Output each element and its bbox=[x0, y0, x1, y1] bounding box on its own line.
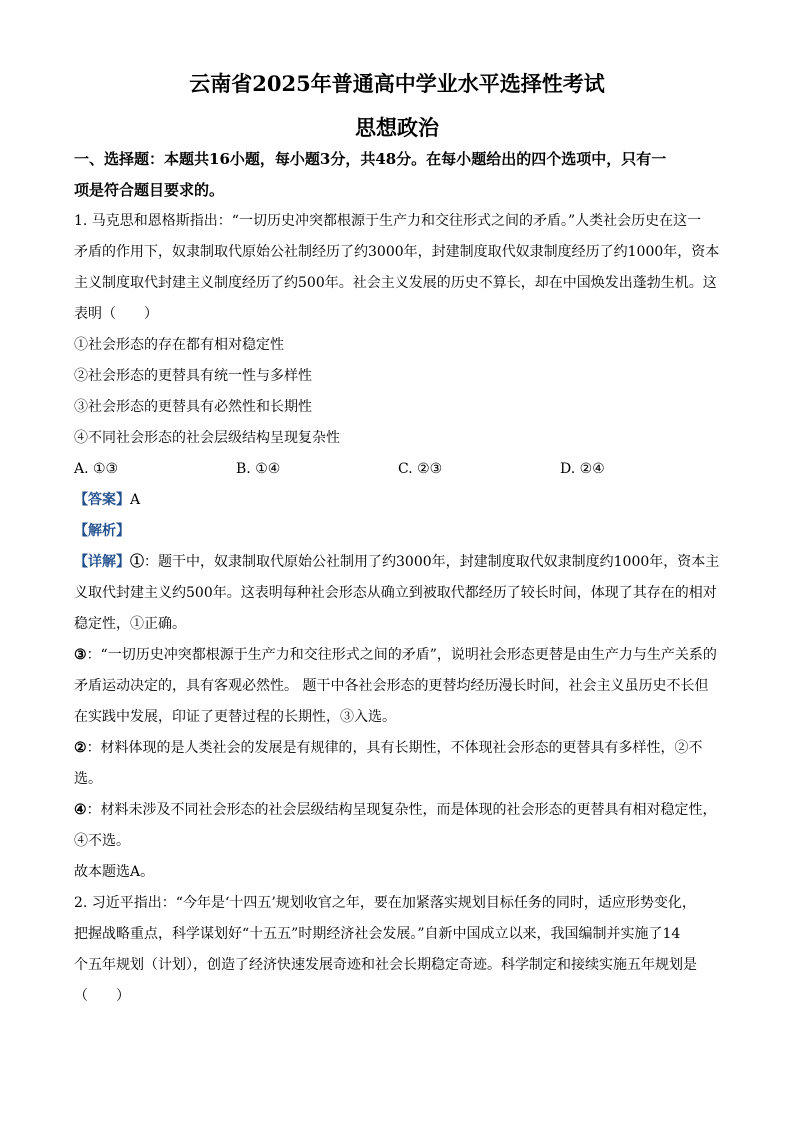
q1-point2 bbox=[74, 733, 724, 764]
q1-detail-line bbox=[74, 547, 724, 578]
q1-option-a[interactable]: A. ①③ bbox=[74, 461, 119, 477]
q1-point3-line: 矛盾运动决定的，具有客观必然性。 题干中各社会形态的更替均经历漫长时间，社会主义虽历史不长但 bbox=[74, 678, 709, 694]
section-heading-cont: 项是符合题目要求的。 bbox=[74, 181, 225, 199]
answer-tag: 【答案】 bbox=[74, 492, 130, 508]
q2-stem-line: （ ） bbox=[74, 988, 130, 1004]
q2-stem-line: 2. 习近平指出：“今年是‘十四五’规划收官之年，要在加紧落实规划目标任务的同时，适应形势变化， bbox=[74, 895, 696, 911]
point3-text: ：“一切历史冲突都根源于生产力和交往形式之间的矛盾”，说明社会形态更替是由生产力与生产关系的 bbox=[86, 647, 717, 663]
q1-stem-line: 矛盾的作用下，奴隶制取代原始公社制经历了约3000年，封建制度取代奴隶制度经历了约1000年，资本 bbox=[74, 244, 720, 260]
q1-stem-line: 主义制度取代封建主义制度经历了约500年。社会主义发展的历史不算长，却在中国焕发出蓬勃生机。这 bbox=[74, 275, 717, 291]
q1-option-c[interactable]: C. ②③ bbox=[398, 461, 443, 477]
detail-text: ：题干中，奴隶制取代原始公社制用了约3000年，封建制度取代奴隶制度约1000年，资本主 bbox=[144, 554, 720, 570]
q1-item: ②社会形态的更替具有统一性与多样性 bbox=[74, 368, 312, 384]
q1-item: ③社会形态的更替具有必然性和长期性 bbox=[74, 399, 312, 415]
q1-analysis bbox=[74, 516, 724, 547]
exam-subject: 思想政治 bbox=[355, 115, 439, 140]
exam-title: 云南省2025年普通高中学业水平选择性考试 bbox=[189, 71, 605, 96]
q1-detail-line: 稳定性，①正确。 bbox=[74, 616, 186, 632]
q1-detail-line: 义取代封建主义约500年。这表明每种社会形态从确立到被取代都经历了较长时间，体现了其存在的相对 bbox=[74, 585, 717, 601]
detail-tag: 【详解】 bbox=[74, 554, 130, 570]
q1-stem-line: 1. 马克思和恩格斯指出：“一切历史冲突都根源于生产力和交往形式之间的矛盾。”人类社会历史在这一 bbox=[74, 213, 702, 229]
point3-mark: ③ bbox=[74, 647, 87, 663]
detail-mark: ① bbox=[130, 554, 144, 570]
q2-stem-line: 把握战略重点，科学谋划好“十五五”时期经济社会发展。”自新中国成立以来，我国编制并实施了14 bbox=[74, 926, 681, 942]
q1-option-d[interactable]: D. ②④ bbox=[560, 461, 605, 477]
q1-option-b[interactable]: B. ①④ bbox=[236, 461, 281, 477]
analysis-tag: 【解析】 bbox=[74, 523, 130, 539]
document-body bbox=[74, 144, 724, 1012]
q1-point4-line: ④不选。 bbox=[74, 833, 130, 849]
q1-point3-line: 在实践中发展，印证了更替过程的长期性，③入选。 bbox=[74, 709, 396, 725]
q1-item: ①社会形态的存在都有相对稳定性 bbox=[74, 337, 284, 353]
q1-item: ④不同社会形态的社会层级结构呈现复杂性 bbox=[74, 430, 340, 446]
point2-text: ：材料体现的是人类社会的发展是有规律的，具有长期性，不体现社会形态的更替具有多样性，②不 bbox=[86, 740, 703, 756]
section-heading: 一、选择题：本题共16小题，每小题3分，共48分。在每小题给出的四个选项中，只有一 bbox=[74, 150, 667, 168]
q1-point4 bbox=[74, 795, 724, 826]
q1-point3 bbox=[74, 640, 724, 671]
q2-stem-line: 个五年规划（计划），创造了经济快速发展奇迹和社会长期稳定奇迹。科学制定和接续实施五年规划是 bbox=[74, 957, 697, 973]
point2-mark: ② bbox=[74, 740, 87, 756]
q1-stem-line: 表明（ ） bbox=[74, 306, 158, 322]
point4-mark: ④ bbox=[74, 802, 87, 818]
q1-answer bbox=[74, 485, 724, 516]
answer-value: A bbox=[130, 492, 141, 508]
point4-text: ：材料未涉及不同社会形态的社会层级结构呈现复杂性，而是体现的社会形态的更替具有相对稳定性， bbox=[86, 802, 717, 818]
q1-conclusion: 故本题选A。 bbox=[74, 864, 155, 880]
q1-point2-line: 选。 bbox=[74, 771, 102, 787]
q1-options bbox=[74, 454, 724, 485]
